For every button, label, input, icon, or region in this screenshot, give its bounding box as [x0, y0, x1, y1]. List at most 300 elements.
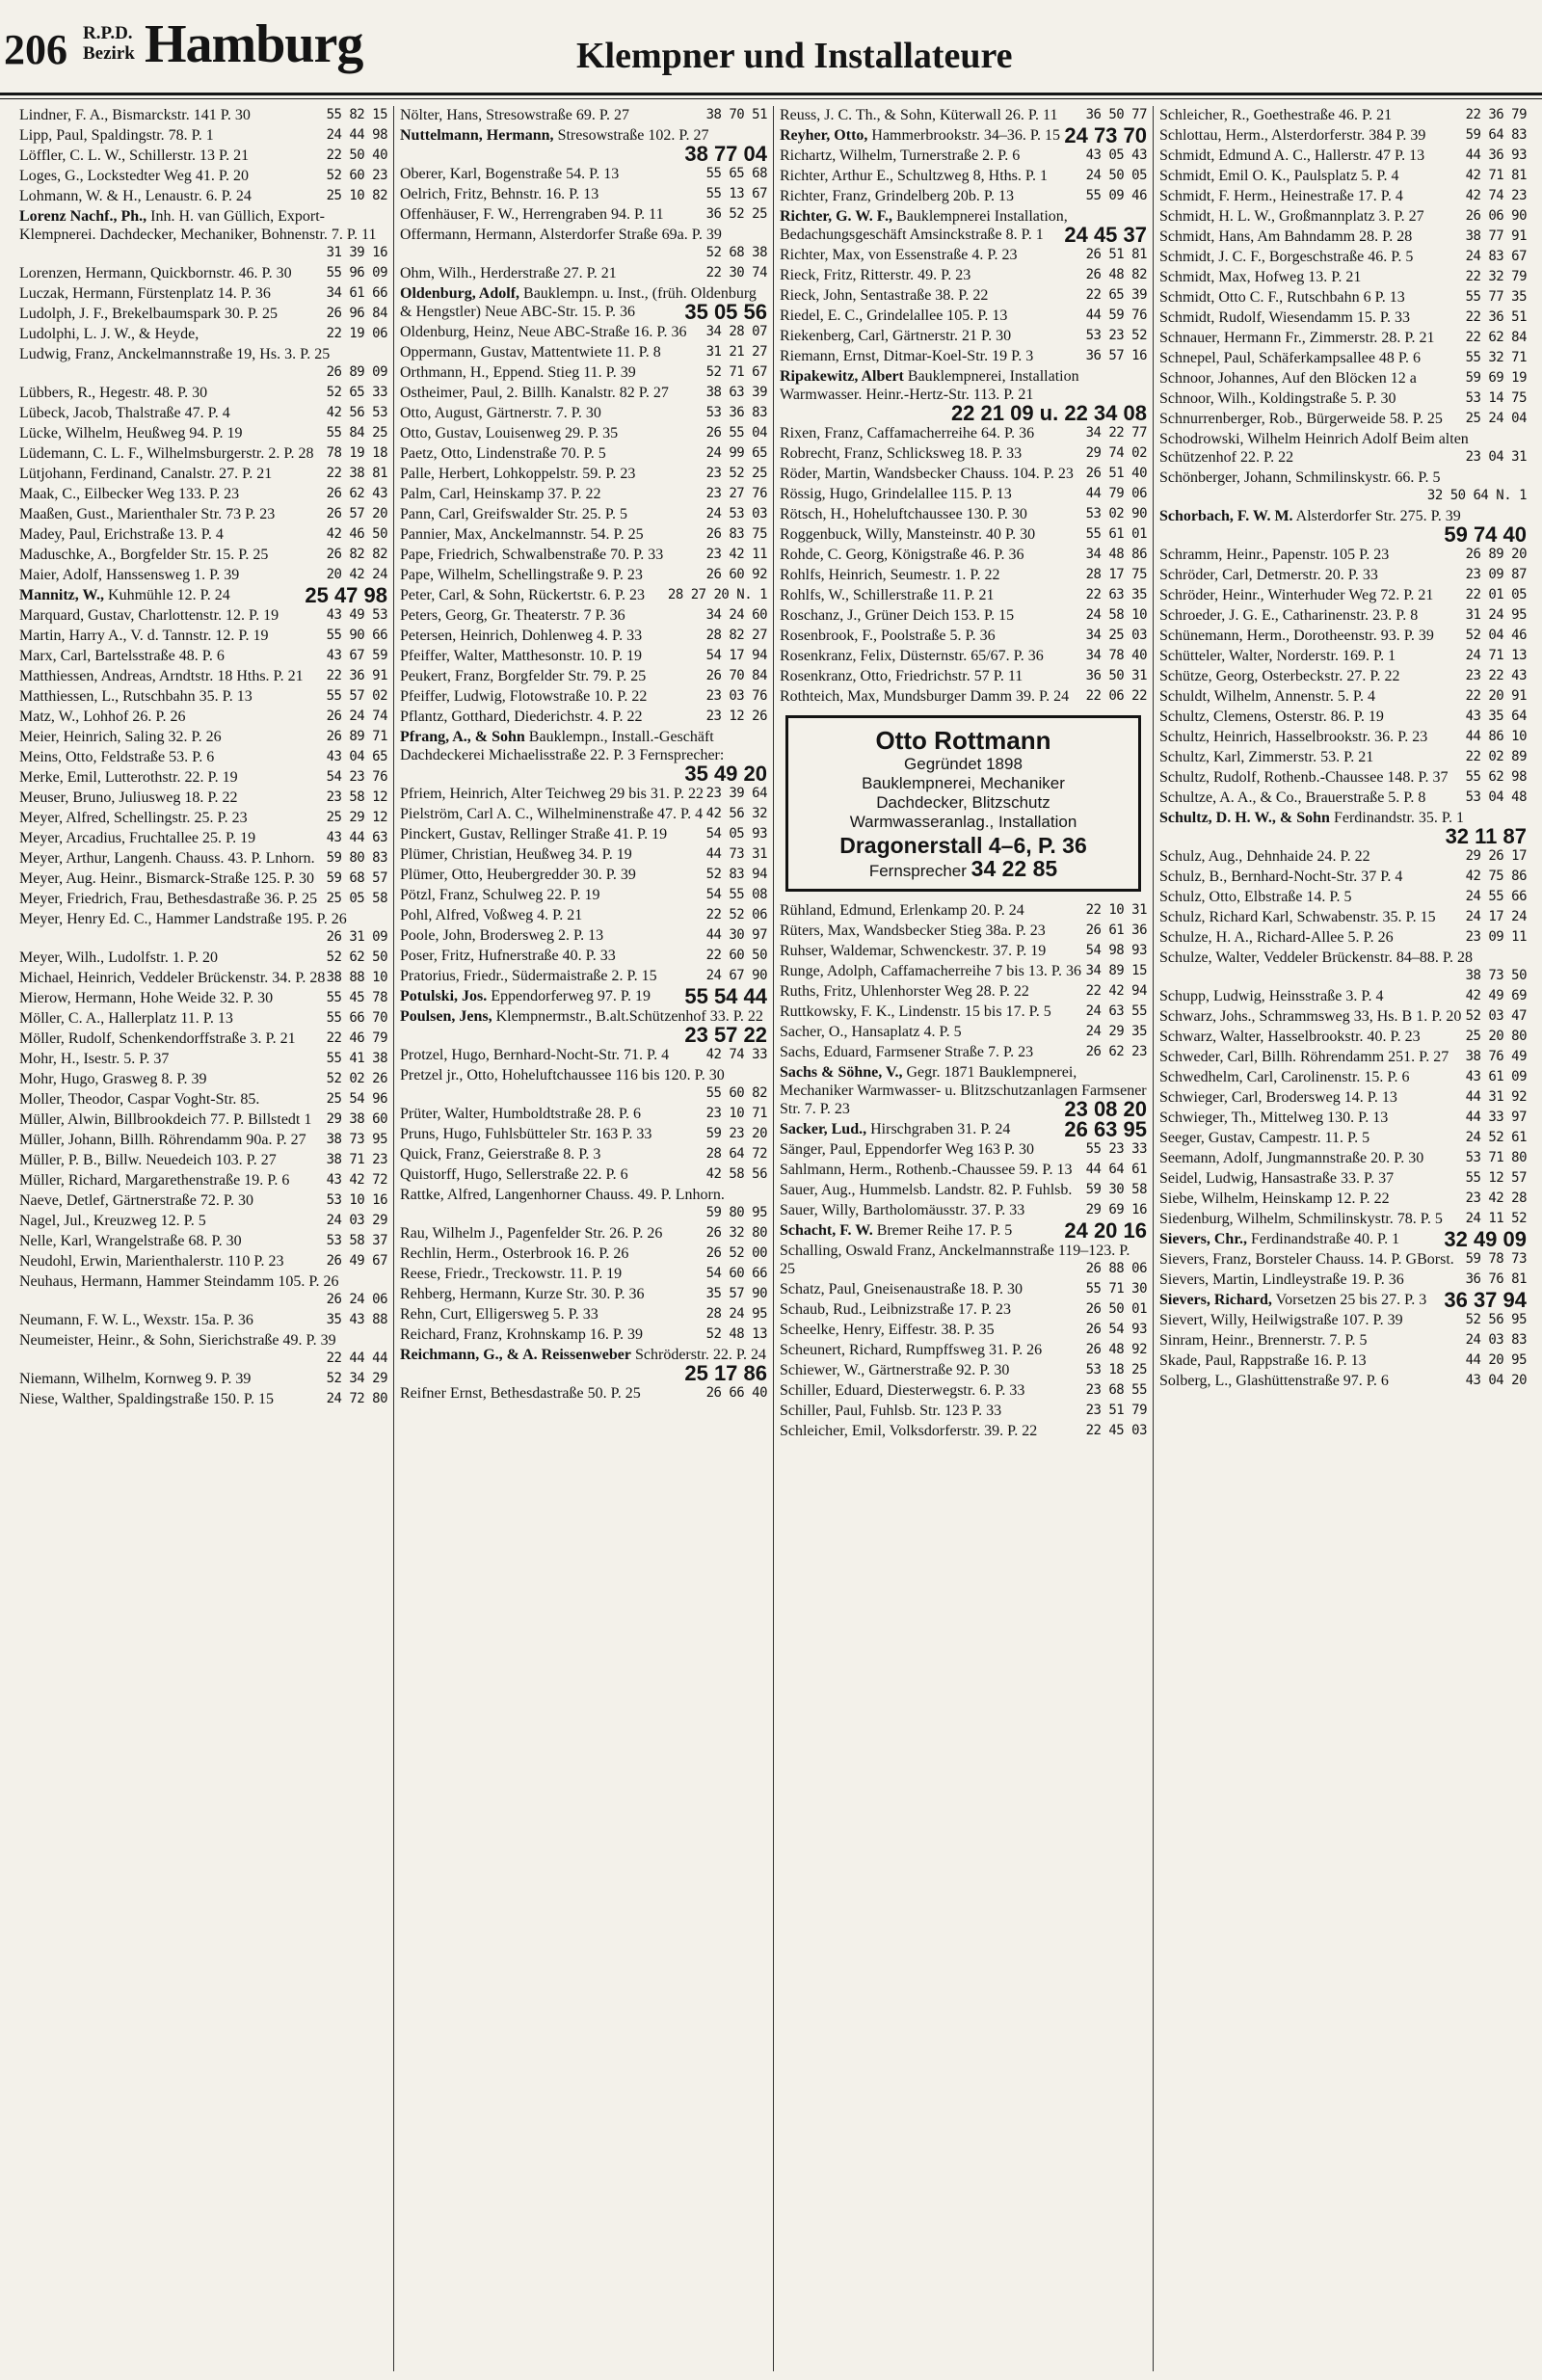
listing-name: Prüter, Walter,	[400, 1106, 489, 1122]
listing-name: Lindner, F. A.,	[19, 107, 109, 123]
listing-phone: 22 21 09 u. 22 34 08	[950, 401, 1147, 422]
listing-entry	[400, 728, 767, 783]
listing-phone: 23 10 71	[705, 1106, 767, 1121]
listing-entry	[780, 1280, 1147, 1298]
listing-name: Scheelke, Henry,	[780, 1322, 885, 1338]
listing-name: Schwarz, Walter,	[1159, 1029, 1264, 1045]
listing-name: Schatz, Paul,	[780, 1281, 861, 1297]
listing-name: Maaßen, Gust.,	[19, 506, 114, 522]
listing-phone: 44 20 95	[1465, 1352, 1527, 1368]
listing-address: Brodersweg 14. P. 13	[1265, 1089, 1397, 1106]
listing-phone: 55 41 38	[326, 1051, 387, 1066]
listing-address: Ritterstr. 49. P. 23	[860, 267, 971, 283]
listing-entry	[400, 967, 767, 985]
listing-name: Peters, Georg,	[400, 607, 488, 624]
listing-phone: 42 71 81	[1465, 168, 1527, 183]
listing-entry	[400, 1046, 767, 1064]
listing-entry	[400, 1105, 767, 1123]
listing-address: Gärtnerstraße 72. P. 30	[112, 1192, 254, 1209]
listing-phone: 55 23 33	[1085, 1141, 1147, 1157]
listing-address: Wexstr. 15a. P. 36	[143, 1312, 253, 1328]
listing-address: Brodersweg 2. P. 13	[479, 927, 604, 944]
listing-address: Borgeschstraße 46. P. 5	[1268, 249, 1414, 265]
listing-address: Ditmar-Koel-Str. 19 P. 3	[883, 348, 1034, 364]
listing-phone: 24 20 16	[1064, 1221, 1147, 1240]
listing-phone: 52 62 50	[326, 949, 387, 965]
listing-address: Zimmerstr. 28. P. 21	[1309, 330, 1435, 346]
listing-address: Alsterdorfer Str. 275. P. 39	[1295, 508, 1461, 524]
listing-phone: 25 20 80	[1465, 1029, 1527, 1044]
listing-name: Schroeder, J. G. E.,	[1159, 607, 1279, 624]
listing-phone: 59 80 83	[326, 850, 387, 866]
listing-phone: 44 73 31	[705, 846, 767, 862]
listing-name: Meyer, Arthur,	[19, 850, 111, 867]
listing-phone: 24 53 03	[705, 506, 767, 521]
listing-address: Rothenb.-Chaussee 59. P. 13	[895, 1162, 1073, 1178]
listing-entry	[780, 1381, 1147, 1400]
listing-entry	[400, 1224, 767, 1243]
listing-entry	[19, 1331, 387, 1368]
listing-entry	[780, 566, 1147, 584]
listing-entry	[780, 1221, 1147, 1240]
listing-phone: 26 82 82	[326, 547, 387, 562]
listing-address: Heinskamp 37. P. 22	[473, 486, 601, 502]
listing-phone: 38 63 39	[705, 385, 767, 400]
listing-address: Voßweg 4. P. 21	[482, 907, 583, 923]
listing-phone: 22 52 06	[705, 907, 767, 923]
listing-entry	[19, 687, 387, 706]
listing-name: Pape, Friedrich,	[400, 547, 498, 563]
listing-address: Caffamacherreihe 64. P. 36	[866, 425, 1035, 441]
listing-phone: 38 71 23	[326, 1152, 387, 1167]
listing-phone: 42 74 33	[705, 1047, 767, 1062]
listing-name: Richter, G. W. F.,	[780, 208, 893, 225]
listing-address: Billbrookdeich 77. P. Billstedt 1	[114, 1111, 312, 1128]
listing-phone: 22 42 94	[1085, 983, 1147, 999]
listing-name: Runge, Adolph,	[780, 963, 877, 979]
listing-name: Müller, Johann,	[19, 1132, 117, 1148]
listing-name: Rau, Wilhelm J.,	[400, 1225, 504, 1242]
listing-phone: 26 89 09	[326, 364, 387, 380]
listing-address: Hegestr. 48. P. 30	[99, 385, 208, 401]
listing-name: Schulz, Aug.,	[1159, 848, 1243, 865]
listing-entry	[400, 1285, 767, 1303]
listing-entry	[1159, 1351, 1527, 1370]
listing-phone: 24 11 52	[1465, 1211, 1527, 1226]
listing-name: Lorenzen, Hermann,	[19, 265, 146, 281]
listing-address: Glashüttenstraße 97. P. 6	[1236, 1373, 1389, 1389]
listing-phone: 42 75 86	[1465, 869, 1527, 884]
listing-entry	[1159, 1028, 1527, 1046]
listing-name: Rohde, C. Georg,	[780, 547, 889, 563]
listing-name: Skade, Paul,	[1159, 1352, 1236, 1369]
listing-address: Greifswalder Str. 25. P. 5	[472, 506, 627, 522]
listing-address: Poolstraße 5. P. 36	[880, 628, 996, 644]
listing-entry	[1159, 606, 1527, 625]
listing-address: Auf den Blöcken 12 a	[1281, 370, 1417, 387]
listing-name: Lüdemann, C. L. F.,	[19, 445, 144, 462]
listing-phone: 23 39 64	[705, 786, 767, 801]
listing-address: Schulweg 22. P. 19	[482, 887, 600, 903]
listing-phone: 55 66 70	[326, 1010, 387, 1026]
listing-phone: 34 24 60	[705, 607, 767, 623]
listing-phone: 22 50 40	[326, 147, 387, 163]
listing-address: 2. Billh. Kanalstr. 82 P. 27	[506, 385, 669, 401]
listing-phone: 36 37 94	[1444, 1291, 1527, 1309]
listing-phone: 22 60 50	[705, 948, 767, 963]
listing-name: Schwieger, Carl,	[1159, 1089, 1263, 1106]
listing-phone: 29 74 02	[1085, 445, 1147, 461]
listing-phone: 23 08 20	[1064, 1097, 1147, 1118]
listing-address: Elligersweg 5. P. 33	[475, 1306, 598, 1323]
listing-phone: 52 56 95	[1465, 1312, 1527, 1327]
listing-phone: 31 39 16	[326, 245, 387, 260]
listing-name: Müller, Richard,	[19, 1172, 121, 1189]
listing-phone: 32 50 64 N. 1	[1426, 488, 1527, 503]
listing-phone: 55 90 66	[326, 628, 387, 643]
listing-name: Schwedhelm, Carl,	[1159, 1069, 1278, 1085]
listing-entry	[1159, 908, 1527, 926]
listing-address: Dorotheenstr. 93. P. 39	[1293, 628, 1434, 644]
listing-name: Oppermann, Gustav,	[400, 344, 527, 361]
listing-address: Hasselbrookstr. 36. P. 23	[1274, 729, 1428, 745]
listing-phone: 24 58 10	[1085, 607, 1147, 623]
listing-address: Wilhelmsburgerstr. 2. P. 28	[146, 445, 314, 462]
listing-address: Feldstraße 53. P. 6	[100, 749, 215, 765]
listing-name: Sacker, Lud.,	[780, 1121, 867, 1137]
listing-entry	[1159, 1149, 1527, 1167]
listing-entry	[780, 1341, 1147, 1359]
listing-phone: 54 60 66	[705, 1266, 767, 1281]
listing-name: Schnoor, Johannes,	[1159, 370, 1279, 387]
listing-entry	[400, 465, 767, 483]
listing-entry	[19, 325, 387, 343]
listing-phone: 26 32 80	[705, 1225, 767, 1241]
listing-phone: 59 64 83	[1465, 127, 1527, 143]
listing-phone: 26 61 36	[1085, 923, 1147, 938]
listing-phone: 26 50 01	[1085, 1301, 1147, 1317]
listing-address: Alsterdorferstr. 384 P. 39	[1271, 127, 1426, 144]
listing-address: Billh. Röhrendamm 90a. P. 27	[120, 1132, 306, 1148]
listing-entry	[19, 789, 387, 807]
rpd-label	[83, 23, 135, 64]
listing-entry	[1159, 566, 1527, 584]
listing-name: Rechlin, Herm.,	[400, 1245, 499, 1262]
listing-phone: 52 02 26	[326, 1071, 387, 1086]
listing-entry	[1159, 187, 1527, 205]
listing-phone: 55 84 25	[326, 425, 387, 441]
listing-phone: 43 49 53	[326, 607, 387, 623]
listing-address: Papenstr. 105 P. 23	[1271, 547, 1390, 563]
listing-phone: 23 27 76	[705, 486, 767, 501]
listing-address: Bauklempnerei Installation, Bedachungsgeschäft Amsinckstraße 8. P. 1	[780, 208, 1068, 243]
listing-address: Zimmerstr. 53. P. 21	[1248, 749, 1374, 765]
listing-entry	[1159, 1109, 1527, 1127]
listing-address: Charlottenstr. 12. P. 19	[138, 607, 279, 624]
listing-phone: 26 62 43	[326, 486, 387, 501]
listing-name: Pfriem, Heinrich,	[400, 786, 508, 802]
listing-entry	[19, 1009, 387, 1028]
listing-phone: 23 68 55	[1085, 1382, 1147, 1398]
listing-name: Schodrowski, Wilhelm Heinrich Adolf	[1159, 431, 1398, 447]
listing-entry	[1159, 1291, 1527, 1309]
listing-phone: 54 55 08	[705, 887, 767, 902]
listing-address: Bauklempn. u. Inst., (früh. Oldenburg & Hengstler) Neue ABC-Str. 15. P. 36	[400, 285, 757, 320]
listing-address: Kornweg 9. P. 39	[144, 1371, 252, 1387]
listing-entry	[19, 1070, 387, 1088]
listing-phone: 59 68 57	[326, 870, 387, 886]
listing-phone: 26 60 92	[705, 567, 767, 582]
listing-address: Hummelsb. Landstr. 82. P. Fuhlsb.	[859, 1182, 1073, 1198]
listing-name: Pfrang, A., & Sohn	[400, 729, 525, 745]
listing-phone: 55 32 71	[1465, 350, 1527, 365]
listing-name: Schnauer, Hermann Fr.,	[1159, 330, 1306, 346]
listing-entry	[780, 444, 1147, 463]
listing-phone: 24 17 24	[1465, 909, 1527, 924]
listing-entry	[780, 942, 1147, 960]
listing-name: Lücke, Wilhelm,	[19, 425, 123, 441]
listing-phone: 38 73 50	[1465, 968, 1527, 983]
listing-name: Meyer, Aug. Heinr.,	[19, 870, 143, 887]
listing-address: Alter Teichweg 29 bis 31. P. 22	[510, 786, 704, 802]
listing-address: Eiffestr. 38. P. 35	[888, 1322, 995, 1338]
listing-entry	[1159, 1007, 1527, 1026]
listing-phone: 54 05 93	[705, 826, 767, 842]
listing-name: Protzel, Hugo,	[400, 1047, 490, 1063]
listing-entry	[19, 264, 387, 282]
listing-entry	[1159, 728, 1527, 746]
listing-phone: 55 09 46	[1085, 188, 1147, 203]
listing-name: Reichmann, G., & A. Reissenweber	[400, 1347, 631, 1363]
listing-entry	[19, 829, 387, 847]
listing-entry	[400, 126, 767, 163]
listing-name: Rieck, Fritz,	[780, 267, 857, 283]
listing-name: Meuser, Bruno,	[19, 789, 116, 806]
listing-address: Neue ABC-Straße 16. P. 36	[518, 324, 687, 340]
listing-entry	[19, 444, 387, 463]
listing-name: Rosenkranz, Felix,	[780, 648, 896, 664]
listing-address: Gr. Theaterstr. 7 P. 36	[491, 607, 625, 624]
listing-address: Rellinger Straße 41. P. 19	[509, 826, 668, 842]
listing-name: Sänger, Paul,	[780, 1141, 862, 1158]
listing-address: Bernhard-Nocht-Str. 71. P. 4	[492, 1047, 670, 1063]
listing-phone: 53 18 25	[1085, 1362, 1147, 1377]
listing-address: Borsteler Chauss. 14. P. GBorst.	[1255, 1251, 1454, 1268]
listing-entry	[1159, 248, 1527, 266]
listing-address: Schäferkampsallee 48 P. 6	[1259, 350, 1422, 366]
listing-phone: 26 96 84	[326, 306, 387, 321]
listing-phone: 36 50 31	[1085, 668, 1147, 683]
listing-phone: 32 11 87	[1445, 824, 1527, 845]
listing-address: Sierichstraße 49. P. 39	[199, 1332, 336, 1349]
listing-phone: 22 36 91	[326, 668, 387, 683]
listing-entry	[19, 969, 387, 987]
listing-name: Schaub, Rud.,	[780, 1301, 866, 1318]
listing-address: Heinskamp 12. P. 22	[1262, 1190, 1390, 1207]
listing-address: Schmilinskystr. 66. P. 5	[1295, 469, 1441, 486]
listing-name: Poulsen, Jens,	[400, 1008, 492, 1025]
listing-entry	[780, 1120, 1147, 1138]
listing-entry	[780, 126, 1147, 145]
listing-phone: 26 70 84	[705, 668, 767, 683]
listing-address: Langenhorner Chauss. 49. P. Lnhorn.	[494, 1187, 725, 1203]
listing-address: Pagenfelder Str. 26. P. 26	[507, 1225, 663, 1242]
listing-phone: 43 42 72	[326, 1172, 387, 1188]
listing-phone: 25 54 96	[326, 1091, 387, 1107]
listing-address: Lindenstraße 70. P. 5	[476, 445, 606, 462]
listing-address: Stresowstraße 69. P. 27	[486, 107, 630, 123]
listing-name: Matthiessen, L.,	[19, 688, 120, 705]
listing-entry	[19, 305, 387, 323]
listing-name: Niemann, Wilhelm,	[19, 1371, 141, 1387]
listing-entry	[19, 525, 387, 544]
listing-name: Matz, W.,	[19, 709, 80, 725]
listing-entry	[780, 347, 1147, 365]
listing-phone: 26 54 93	[1085, 1322, 1147, 1337]
listing-name: Otto, August,	[400, 405, 483, 421]
listing-entry	[1159, 1190, 1527, 1208]
listing-phone: 55 45 78	[326, 990, 387, 1005]
listing-address: Rückertstr. 6. P. 23	[528, 587, 646, 603]
listing-address: Leibnizstraße 17. P. 23	[869, 1301, 1011, 1318]
listing-phone: 36 52 25	[705, 206, 767, 222]
listing-entry	[400, 1265, 767, 1283]
listing-phone: 26 24 06	[326, 1292, 387, 1307]
page-number: 206	[4, 26, 67, 73]
listing-entry	[19, 546, 387, 564]
listing-phone: 44 59 76	[1085, 308, 1147, 323]
listing-entry	[780, 901, 1147, 920]
listing-address: Klempnermstr., B.alt.Schützenhof 33. P. 22	[495, 1008, 763, 1025]
listing-entry	[400, 708, 767, 726]
listing-address: Schwenckestr. 37. P. 19	[900, 943, 1047, 959]
listing-phone: 44 30 97	[705, 927, 767, 943]
listing-address: Schwabenstr. 35. P. 15	[1296, 909, 1436, 925]
listing-name: Matthiessen, Andreas,	[19, 668, 156, 684]
listing-name: Meyer, Wilh.,	[19, 949, 105, 966]
listing-name: Siedenburg, Wilhelm,	[1159, 1211, 1294, 1227]
listing-entry	[19, 1232, 387, 1250]
listing-name: Richartz, Wilhelm,	[780, 147, 897, 164]
listing-address: Fuhlsbütteler Str. 163 P. 33	[485, 1126, 652, 1142]
listing-name: Ohm, Wilh.,	[400, 265, 477, 281]
listing-address: Inh. H. van Güllich, Export-Klempnerei. Dachdecker, Mechaniker, Bohnenstr. 7. P. 11	[19, 208, 377, 243]
listing-address: Anckelmannstraße 119–123. P. 25	[780, 1243, 1130, 1277]
listing-address: Hirschgraben 31. P. 24	[870, 1121, 1011, 1137]
listing-entry	[1159, 546, 1527, 564]
listing-entry	[780, 424, 1147, 442]
listing-name: Schmidt, Emil O. K.,	[1159, 168, 1290, 184]
listing-entry	[1159, 268, 1527, 286]
listing-name: Lohmann, W. & H.,	[19, 188, 142, 204]
listing-phone: 28 17 75	[1085, 567, 1147, 582]
listing-name: Meyer, Friedrich, Frau,	[19, 891, 164, 907]
listing-entry	[400, 586, 767, 604]
listing-phone: 52 60 23	[326, 168, 387, 183]
listing-phone: 26 62 23	[1085, 1044, 1147, 1059]
listing-address: Mundsburger Damm 39. P. 24	[883, 688, 1070, 705]
listing-address: Bethesdastraße 50. P. 25	[490, 1385, 641, 1402]
listing-name: Meyer, Alfred,	[19, 810, 110, 826]
listing-entry	[400, 647, 767, 665]
listing-entry	[400, 1145, 767, 1163]
listing-address: Rappstraße 16. P. 13	[1239, 1352, 1367, 1369]
listing-entry	[19, 126, 387, 145]
listing-entry	[1159, 888, 1527, 906]
listing-name: Roschanz, J.,	[780, 607, 862, 624]
listing-name: Nuttelmann, Hermann,	[400, 127, 554, 144]
listing-name: Ludolph, J. F.,	[19, 306, 109, 322]
listing-entry	[400, 866, 767, 884]
listing-address: Caspar Voght-Str. 85.	[127, 1091, 260, 1108]
listing-entry	[400, 264, 767, 282]
listing-address: Treckowstr. 11. P. 19	[492, 1266, 623, 1282]
listing-address: Königstraße 46. P. 36	[891, 547, 1024, 563]
listing-entry	[1159, 1230, 1527, 1248]
listing-phone: 26 51 81	[1085, 247, 1147, 262]
listing-name: Richter, Max,	[780, 247, 864, 263]
listing-name: Schuldt, Wilhelm,	[1159, 688, 1271, 705]
listing-name: Siebe, Wilhelm,	[1159, 1190, 1259, 1207]
listing-address: Brekelbaumspark 30. P. 25	[112, 306, 279, 322]
listing-address: Billw. Neuedeich 103. P. 27	[104, 1152, 277, 1168]
listing-address: Eilbecker Weg 133. P. 23	[84, 486, 240, 502]
listing-address: Kurze Str. 30. P. 36	[524, 1286, 645, 1302]
listing-name: Ruths, Fritz,	[780, 983, 857, 1000]
listing-address: Bogenstraße 54. P. 13	[485, 166, 620, 182]
listing-address: Bartelsstraße 48. P. 6	[94, 648, 225, 664]
ad-line-3: Warmwasseranlag., Installation	[849, 813, 1077, 831]
listing-address: Mattentwiete 11. P. 8	[530, 344, 661, 361]
listing-name: Marx, Carl,	[19, 648, 92, 664]
listing-phone: 52 65 33	[326, 385, 387, 400]
listing-name: Schmidt, Max,	[1159, 269, 1251, 285]
listing-name: Möller, Rudolf,	[19, 1030, 116, 1047]
listing-entry	[1159, 708, 1527, 726]
listing-address: Südermaistraße 2. P. 15	[512, 968, 657, 984]
listing-phone: 25 29 12	[326, 810, 387, 825]
listing-name: Sauer, Willy,	[780, 1202, 860, 1218]
listing-address: Erlenkamp 20. P. 24	[899, 902, 1024, 919]
listing-name: Lübbers, R.,	[19, 385, 96, 401]
listing-entry	[19, 566, 387, 584]
listing-address: Diederichstr. 4. P. 22	[514, 709, 643, 725]
listing-name: Quistorff, Hugo,	[400, 1166, 502, 1183]
listing-entry	[19, 667, 387, 685]
listing-name: Rüters, Max,	[780, 923, 861, 939]
listing-name: Rosenkranz, Otto,	[780, 668, 891, 684]
listing-entry	[19, 465, 387, 483]
listing-address: Juliusweg 18. P. 22	[119, 789, 238, 806]
listing-name: Luczak, Hermann,	[19, 285, 134, 302]
listing-address: Borgfelder Str. 79. P. 25	[497, 668, 647, 684]
listing-address: Fürstenplatz 14. P. 36	[137, 285, 271, 302]
listing-entry	[1159, 1311, 1527, 1329]
listing-name: Ludolphi, L. J. W., & Heyde,	[19, 326, 199, 342]
listing-name: Poole, John,	[400, 927, 476, 944]
listing-address: Hofweg 13. P. 21	[1254, 269, 1362, 285]
listing-entry	[1159, 147, 1527, 165]
listing-entry	[19, 1212, 387, 1230]
listing-name: Pielström, Carl A. C.,	[400, 806, 534, 822]
listing-address: Grasweg 8. P. 39	[102, 1071, 207, 1087]
listing-address: V. d. Tannstr. 12. P. 19	[130, 628, 269, 644]
listing-entry	[1159, 647, 1527, 665]
listing-entry	[19, 1370, 387, 1388]
listing-phone: 34 78 40	[1085, 648, 1147, 663]
listing-name: Schmidt, H. L. W.,	[1159, 208, 1276, 225]
listing-name: Sievers, Martin,	[1159, 1271, 1259, 1288]
